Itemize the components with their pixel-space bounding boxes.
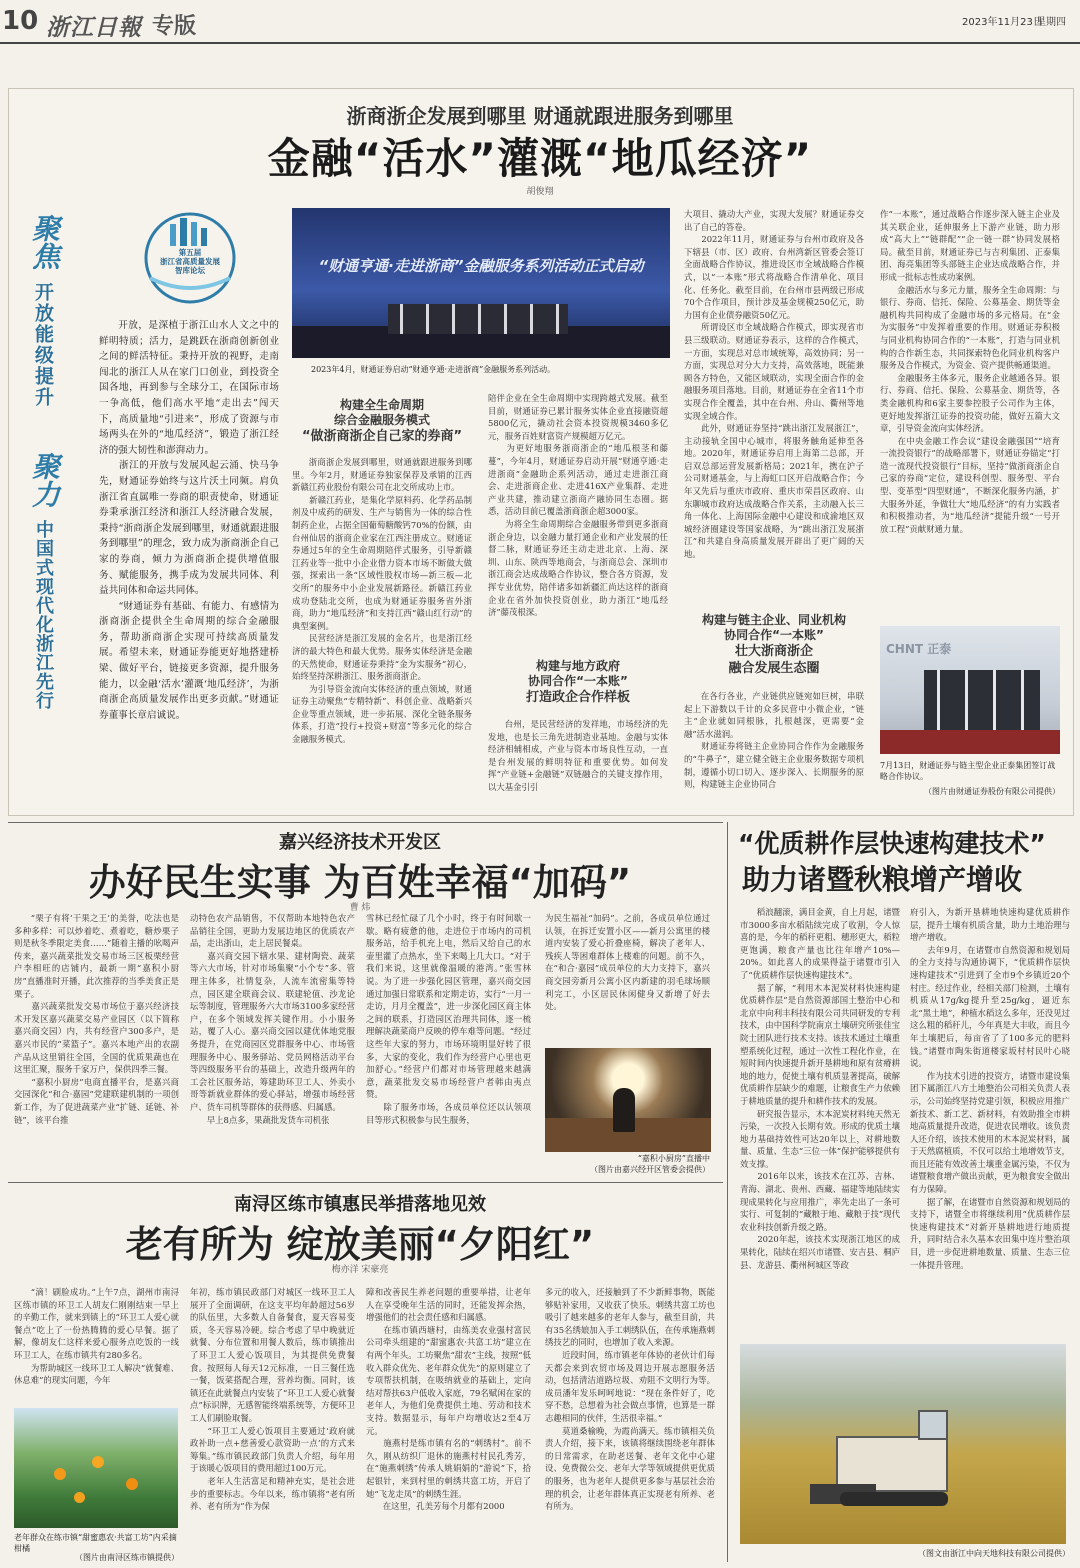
forum-logo-text: 第五届 浙江省高质量发展 智库论坛 <box>160 248 220 275</box>
story1-col2: 浙商浙企发展到哪里，财通就跟进服务到哪里。今年2月，财通证券独家保荐及承销的江西新赣江药业股份有限公司在北交所成功上市。 新赣江药业，是集化学原料药、化学药品制剂及中成药的研发、生产与销售为一体的综合性制药企业，占据全国葡萄糖酸钙70%的份额，由台州仙居的浙商企业家在江西注册成立。财通证券通过5年的全生命周期陪伴式服务，引导新赣江药业等一批中小企业借力资本市场不断做大做强，探索出一条“区域性股权市场—新三板—北交所”的服务中小企业发展新路径。新赣江药业成功登陆北交所，也成为财通证券服务省外浙商，助力“地瓜经济”和支持江西“赣山红行动”的典型案例。 民营经济是浙江发展的金名片，也是浙江经济的最大特色和最大优势。服务实体经济是金融的天然使命，财通证券秉持“金为实服务”初心，始终坚持深耕浙江、服务浙商浙企。 为引导资金流向实体经济的重点领域，财通证券主动聚焦“专精特新”、科创企业、战略新兴企业等重点领域，进一步拓展、深化全链条服务体系，打造“投行+投资+财富”等多元化的综合金融服务模式。 <box>292 457 472 745</box>
story3-photo-credit: （图片由南浔区练市镇提供） <box>75 1553 179 1562</box>
harvester-track <box>840 1492 948 1506</box>
photo2-sign: CHNT 正泰 <box>886 642 952 656</box>
subhead-1-line3: “做浙商浙企自己家的券商” <box>301 429 463 444</box>
story2-byline: 曹 炜 <box>349 903 371 913</box>
story1-subhead-2 <box>488 659 668 706</box>
subhead-3-line1: 构建与链主企业、同业机构 <box>701 613 846 627</box>
story1-lead: 开放，是深植于浙江山水人文之中的鲜明特质；活力，是跳跃在浙商创新创业之间的鲜活特征。秉持开放的视野，走南闯北的浙江人从在家门口创业，到投资全国各地，再到参与全球分工，在国际市场一争高低，他们高水平地“走出去”闯天下，高质量地“引进来”，形成了资源与市场两头在外的“地瓜经济”，锻造了浙江经济的强大韧性和澎湃动力。 浙江的开放与发展风起云涌、快马争先，财通证券始终与这片沃土同频。肩负浙江省直属唯一券商的职责使命，财通证券秉承浙江经济和浙江人经济融合发展，秉持“浙商浙企发展到哪里，财通就跟进服务到哪里”的理念，致力成为浙商浙企自己家的券商，倾力为浙商浙企提供增值服务、赋能服务，携手成为发展共同体、利益共同体和命运共同体。 “财通证券有基础、有能力、有感情为浙商浙企提供全生命周期的综合金融服务，帮助浙商浙企实现可持续高质量发展。希望未来，财通证券能更好地搭建桥梁、做好平台，链接更多资源，提升服务能力，以金融‘活水’灌溉‘地瓜经济’，为浙商浙企高质量发展作出更多贡献。”财通证券董事长章启诚说。 <box>99 320 279 721</box>
story3-photo-caption: 老年群众在练市镇“甜蜜惠农·共富工坊”内采摘柑橘 <box>14 1533 177 1553</box>
subhead-2-line2: 协同合作“一本账” <box>528 674 628 688</box>
story2-col1: “栗子有将‘干果之王’的美誉，吃法也是多种多样：可以炒着吃、煮着吃，糖炒栗子则是秋冬季限定美食……”随着主播的吆喝声传来，嘉兴蔬菜批发交易市场三区板栗经营户李相旺的店铺内，最新一期“嘉积小厨房”直播准时开播，此次推荐的当季美食正是栗子。 嘉兴蔬菜批发交易市场位于嘉兴经济技术开发区嘉兴蔬菜交易产业园区（以下简称嘉兴商交园）内，共有经营户300多户，是嘉兴市民的“菜篮子”。嘉兴本地产出的农副产品从这里销往全国，全国的优质果蔬也在这里汇聚，服务千家万户，保供四季三餐。 “嘉积小厨房”电商直播平台，是嘉兴商交园深化“和合·嘉园”党建联建机制的一项创新工作，为了促进蔬菜产业“扩链、延链、补链”，该平台推 <box>14 913 179 1125</box>
story2-col4: 为民生福祉“加码”。之前，各成员单位通过认领，在拆迁安置小区——新月公寓里的楼道内安装了爱心折叠座椅，解决了老年人、残疾人等困难群体上楼难的问题。前不久，在“和合·嘉园”成员单位的大力支持下，嘉兴商交园旁新月公寓小区内新建的羽毛球场顺利完工，小区居民休闲健身又新增了好去处。 <box>545 913 710 1012</box>
story1-col4b: 在各行各业，产业链供应链宛如巨树，串联起上下游数以千计的众多民营中小微企业，“链主”企业就如同根脉，扎根越深，更需要“金融”活水滋润。 财通证券将链主企业协同合作作为金融服务的“牛鼻子”，建立健全链主企业服务数据专项机制，遵循小切口切入、逐步深入、长期服务的原则，构建链主企业协同合 <box>684 691 864 790</box>
story2-headline: 办好民生实事 为百姓幸福“加码” <box>88 861 632 904</box>
story4-photo-harvester <box>740 1344 1066 1544</box>
paper-name: 浙江日報 <box>46 14 142 41</box>
power-text <box>30 520 56 710</box>
orange-1 <box>54 1468 66 1480</box>
story3-col3: 障和改善民生养老问题的重要举措，让老年人在享受晚年生活的同时，还能发挥余热，增强他们的社会责任感和归属感。 在练市镇西塘村，由练美农业强村富民公司牵头组建的“甜蜜惠农·共富工坊”建立在有两个年头。工坊聚焦“甜农”主线，按照“低收入群众优先、老年群众优先”的原则建立了专项帮扶机制，在吸纳就业的基础上，定向结对帮扶63户低收入家庭，79名赋闲在家的老年人，为他们免费提供土地、劳动和技术支持。数据显示，每年户均增收达2至4万元。 施燕村是练市镇有名的“刺绣村”。前不久，刚从纺织厂退休的施燕村村民孔秀芳，在“施燕刺绣”传承人姚娟娟的“游说”下，拾起银针，来到村里的刺绣共富工坊，开启了她“飞龙走凤”的刺绣生涯。 在这里，孔美芳每个月都有2000 <box>366 1287 531 1512</box>
subhead-3-line2: 协同合作“一本账” <box>724 628 824 642</box>
story2-photo-livestream <box>545 1048 711 1152</box>
story4-col1: 稻浪翻滚，满目金黄，自上月起，诸暨市3000多亩水稻陆续完成了收割，令人惊喜的是，今年的稻秆更粗、穗形更大，稻粒更饱满，粮食产量也比往年增产10%—20%。如此喜人的成果得益于诸暨市引入了“优质耕作层快速构建技术”。 据了解，“利用木本泥炭材料快速构建优质耕作层”是自然资源部国土整治中心和北京中向利丰科技有限公司共同研发的专利技术，由中国科学院南京土壤研究所张佳宝院士团队进行技术支持。该技术通过土壤重塑系统化过程，通过一次性工程化作业，在短时间内快速提升新开垦耕地和原有贫瘠耕地的地力，促使土壤有机质显著提高，破解优质耕作层缺少的难题，让粮食生产力依赖于耕地质量的提升和耕作技术的发展。 研究报告显示，木本泥炭材料纯天然无污染，一次投入长期有效。形成的优质土壤地力基础持效性可达20年以上，对耕地数量、质量、生态“三位一体”保护能够提供有效支撑。 2016年以来，该技术在江苏、吉林、青海、湖北、贵州、西藏、福建等地陆续实现成果转化与应用推广，率先走出了一条可实行、可复制的“藏粮于地、藏粮于技”现代农业科技创新升级之路。 2020年起，该技术实现浙江地区的成果转化，陆续在绍兴市诸暨、安吉县、桐庐县、龙游县、衢州柯城区等政 <box>740 907 900 1270</box>
page-number: 10 <box>2 6 39 36</box>
harvester-cab <box>918 1410 948 1440</box>
photo-person <box>613 1088 635 1132</box>
subhead-2-line3: 打造政企合作样板 <box>525 690 630 705</box>
orange-3 <box>126 1478 138 1490</box>
focus-label <box>24 214 64 270</box>
issue-weekday: 星期四 <box>1036 17 1066 28</box>
subhead-2-line1: 构建与地方政府 <box>535 659 620 673</box>
story1-subhead-3 <box>684 613 864 677</box>
subhead-3-line4: 融合发展生态圈 <box>728 661 820 676</box>
power-text-body: 中国式现代化浙江先行 <box>33 520 54 710</box>
story1-photo2-caption: 7月13日，财通证券与链主型企业正泰集团签订战略合作协议。 <box>880 761 1056 781</box>
issue-date: 2023年11月23日 <box>962 17 1043 28</box>
story1-photo-event <box>292 208 670 358</box>
masthead <box>0 0 1080 44</box>
story4-col2: 府引入，为新开垦耕地快速构建优质耕作层，提升土壤有机质含量，助力土地治理与增产增收。 去年9月，在诸暨市自然资源和规划局的全力支持与沟通协调下，“优质耕作层快速构建技术”引进到了全市9个乡镇近20个村庄。经过作业，经相关部门检测，土壤有机质从17g/kg提升至25g/kg，逼近东北“黑土地”，种植水稻这么多年，还没见过这么粗的稻秆儿，今年真是大丰收，而且今年土壤肥后，每亩省了了100多元的肥料钱。”诸暨市陶朱街道楼家坂村村民叶心晓说。 作为技术引进的投资方，诸暨市建设集团下属浙江八方土地整治公司相关负责人表示，公司始终坚持党建引领，积极应用推广新技术、新工艺、新材料，有效助推全市耕地高质量提升改造，促进农民增收。该负责人还介绍，该技术使用的木本泥炭材料，属于天然腐植质，不仅可以给土地增效节支，而且还能有效改善土壤重金属污染，不仅为诸暨粮食增产做出贡献，更为粮食安全做出有力保障。 据了解，在诸暨市自然资源和规划局的支持下，诸暨全市将继续利用“优质耕作层快速构建技术”对新开垦耕地进行地质提升，同时结合永久基本农田集中连片整治项目，进一步促进耕地数量、质量、生态三位一体提升管理。 <box>910 907 1070 1270</box>
story3-col2: 年初，练市镇民政部门对城区一线环卫工人展开了全面调研，在这支平均年龄超过56岁的队伍里，大多数人自备餐食，夏天容易变质，冬天容易冷硬。综合考虑了早中晚就近就餐、分布位置和用餐人数后，练市镇推出了环卫工人爱心饭项目，为其提供免费餐食。按照每人每天12元标准，一日三餐任选一餐，饭菜搭配合理，营养均衡。同时，该镇还在此就餐点内安装了“环卫工人爱心就餐点”标识牌，无感智能终端系统等，方便环卫工人们刷脸取餐。 “环卫工人爱心饭项目主要通过‘政府就政补助一点+慈善爱心款资助一点’的方式来筹集。”练市镇民政部门负责人介绍，每年用于该暖心饭项目的费用超过100万元。 老年人生活富足和精神充实，是社会进步的重要标志。今年以来，练市镇将“老有所养、老有所为”作为保 <box>190 1287 355 1512</box>
story3-photo-orchard <box>14 1408 178 1528</box>
story1-photo1-caption: 2023年4月，财通证券启动“财通亨通·走进浙商”金融服务系列活动。 <box>311 365 556 374</box>
story3-col4: 多元的收入，还接触到了不少新鲜事物，既能够贴补家用，又收获了快乐。刺绣共富工坊也吸引了越来越多的老年人参与，截至目前，共有35名绣娘加入手工刺绣队伍，在传承施燕刺绣技艺的同时，也增加了收入来源。 近段时间，练市镇老年体协的老伙计们每天都会来到农贸市场及周边开展志愿服务活动，包括清洁道路垃圾、劝阻不文明行为等。成员潘年发乐呵呵地说：“现在条件好了，吃穿不愁，总想着为社会做点事情，也算是一群志趣相同的伙伴，生活很幸福。” 莫道桑榆晚，为霞尚满天。练市镇相关负责人介绍，接下来，该镇将继续围绕老年群体的日常需求，在助老送餐、老年文化中心建设、免费微公交、老年大学等领域提供更优质的服务，也为老年人提供更多参与基层社会治理的机会，让老年群体真正实现老有所养、老有所为。 <box>545 1287 715 1512</box>
subhead-1-line1: 构建全生命周期 <box>339 398 424 412</box>
story2-photo-caption: “嘉积小厨房”直播中 <box>637 1154 710 1163</box>
divider-story3 <box>8 1182 723 1183</box>
story1-col5: 作“一本账”，通过战略合作逐步深入链主企业及其关联企业，延伸服务上下游产业链，助力形成“高大上”“链群配”“企一链一群”协同发展格局。截至目前，财通证券已与吉利集团、正泰集团、海亮集团等头部链主企业达成战略合作，并形成一批标志性成功案例。 金融活水与多元力量，服务全生命周期：与银行、券商、信托、保险、公募基金、期货等金融机构共同构成了金融市场的多元格局。在“金为实服务”中发挥着重要的作用。财通证券积极与同业机构协同合作的“一本账”，打造与同业机构的合作新生态，共同探索特色化同业机构客户服务及合作模式，为资金、资产提供畅通渠道。 金融服务主体多元，服务企业越通各异。银行、券商、信托、保险、公募基金、期货等，各类金融机构和6家主要参控股子公司作为主体，更好地发挥浙江证券的投资功能，做好五篇大文章，引导资金流向实体经济。 在中央金融工作会议“建设金融强国”“培育一流投资银行”的战略部署下，财通证券锚定“打造一流现代投资银行”目标，坚持“做浙商浙企自己家的券商”定位，建设科创型、服务型、平台型、变革型“四型财通”，不断深化服务内涵，扩大服务外延，争做壮大“地瓜经济”的有力实践者和积极推动者，为“地瓜经济”提能升级“一号开放工程”贡献财通力量。 <box>880 209 1060 534</box>
divider-story2 <box>8 822 723 823</box>
story2-photo-credit: （图片由嘉兴经开区管委会提供） <box>590 1165 710 1174</box>
orange-4 <box>74 1492 85 1503</box>
section-label: 专版 <box>152 14 197 39</box>
story4-photo-credit: （图文由浙江中向天地科技有限公司提供） <box>918 1549 1070 1558</box>
story1-col3: 陪伴企业在全生命周期中实现跨越式发展。截至目前，财通证券已累计服务实体企业直接融资超5800亿元，撬动社会资本投资规模3460多亿元，服务百姓财富资产规模超万亿元。 为更好地服务浙商浙企的“地瓜根茎和藤蔓”，今年4月，财通证券启动开展“财通亨通·走进浙商”金融助企系列活动，通过走进浙江商会、走进浙商企业、走进416X产业集群、走进产业共建，推动建立浙商产融协同生态圈。据悉，活动目前已覆盖浙商浙企超3000家。 为将全生命周期综合金融服务带到更多浙商浙企身边，以金融力量打通企业和产业发展的任督二脉，财通证券还主动走进北京、上海、深圳、山东、陕西等地商会，与浙商总会、深圳市浙江商会达成战略合作协议，整合各方资源，发挥专业优势，陪伴诸多如新疆汇尚达这样的浙商企业在省外加快投资创业，助力浙江“地瓜经济”藤茂根深。 <box>488 393 668 618</box>
story3-kicker: 南浔区练市镇惠民举措落地见效 <box>234 1194 486 1215</box>
story4-headline-1: “优质耕作层快速构建技术” <box>738 829 1046 858</box>
focus-label-text: 聚焦 <box>28 214 61 270</box>
story1-col4: 大项目、撬动大产业，实现大发展？财通证券交出了自己的答卷。 2022年11月，财通证券与台州市政府及各下辖县（市、区）政府、台州湾新区管委会签订全面战略合作协议，推进设区市全域战略合作模式，以“一本账”形式将战略合作清单化、项目化、任务化。截至目前，在台州市县两级已形成70个合作项目，预计涉及基金规模250亿元，助力国有企业债券融资50亿元。 所谓设区市全域战略合作模式，即实现省市县三级联动。财通证券表示，这样的合作模式，一方面，实现总对总市域统筹，高效协同；另一方面，实现总对分大力支持，高效落地，既能兼顾各方特色，又能区域联动，实现全面合作的金融服务项目落地。目前，财通证券在全省11个市实现合作全覆盖，其中在台州、舟山、衢州等地实现全域合作。 此外，财通证券坚持“跳出浙江发展浙江”，主动接轨全国中心城市，将服务触角延伸至各地。2020年，财通证券启用上海第二总部，开启双总部运营发展新格局；2021年，携在沪子公司财通基金，与上海虹口区开启战略合作；今年又先后与重庆市政府、重庆市荣昌区政府、山东聊城市政府达成战略合作关系，主动融入长三角一体化、上海国际金融中心建设和成渝地区双城经济圈建设等国家战略，为“跳出浙江发展浙江”和共建自身高质量发展开辟出了更广阔的天地。 <box>684 209 864 560</box>
subhead-1-line2: 综合金融服务模式 <box>333 413 430 427</box>
story1-subhead-1 <box>292 398 472 445</box>
divider-column-right <box>727 822 728 1562</box>
focus-text <box>30 282 57 408</box>
power-label <box>24 452 64 508</box>
photo2-table <box>880 730 1060 754</box>
story1-byline: 胡俊翔 <box>526 187 554 197</box>
story1-headline: 金融“活水”灌溉“地瓜经济” <box>267 134 813 183</box>
photo1-banner: “财通亨通·走进浙商”金融服务系列活动正式启动 <box>318 257 644 275</box>
story1-photo2-credit: （图片由财通证券股份有限公司提供） <box>924 787 1060 796</box>
story3-headline: 老有所为 绽放美丽“夕阳红” <box>125 1223 595 1266</box>
orange-2 <box>92 1456 104 1468</box>
story1-col3b: 台州，是民营经济的发祥地，市场经济的先发地，也是长三角先进制造业基地。金融与实体经济相辅相成，产业与资本市场良性互动，一直是台州发展的鲜明特征和重要优势。如何发挥“产业链+金融链”双链融合的关键支撑作用，以大基金引引 <box>488 719 668 792</box>
story4-headline-2: 助力诸暨秋粮增产增收 <box>742 863 1023 896</box>
story2-kicker: 嘉兴经济技术开发区 <box>279 832 441 853</box>
story2-col2: 动特色农产品销售，不仅帮助本地特色农产品销往全国，更助力发展边地区的优质农产品，走出浙山，走上居民餐桌。 嘉兴商交园下辖水果、建材陶瓷、蔬菜等六大市场，针对市场集聚“小个专”多、管理主体多，社情复杂，人流车流密集等特点，园区建全联商会议、联建轮值、沙龙论坛等制度，管理服务六大市场3100多家经营户，在多个领域发挥关键作用。小小服务站，覆了人心。嘉兴商交园以建优体地党服务提升，在党商园区党群服务中心、市场管理服务中心、服务驿站、党员网格活动平台等四级服务平台的基础上，改造升级两年的工会社区服务站，筹建助环卫工人、外卖小哥等新就业群体的爱心驿站，增强市场经营户、货车司机等群体的获得感、归属感。 早上8点多，果蔬批发货车司机张 <box>190 913 355 1125</box>
forum-logo <box>140 208 240 304</box>
story3-byline: 梅亦洋 宋豪亮 <box>331 1265 389 1275</box>
focus-text-body: 开放能级提升 <box>32 282 54 408</box>
subhead-3-line3: 壮大浙商浙企 <box>734 644 813 659</box>
story1-photo-signing <box>880 626 1060 754</box>
story1-kicker: 浙商浙企发展到哪里 财通就跟进服务到哪里 <box>346 104 734 128</box>
story3-col1: “滴！刷脸成功。”上午7点，湖州市南浔区练市镇的环卫工人胡友仁刚刚结束一早上的辛勤工作，就来到镇上的“环卫工人爱心就餐点”吃上了一份热腾腾的爱心早餐。据了解，像胡友仁这样来爱心服务点吃饭的一线环卫工人，在练市镇共有280多名。 为帮助城区一线环卫工人解决“就餐难、休息难”的现实问题，今年 <box>14 1287 179 1386</box>
photo1-people <box>388 304 568 334</box>
story2-col3: 雪林已经忙碌了几个小时，终于有时间歇一歇。略有疲惫的他，走进位于市场内的司机服务站，给手机充上电，然后又给自己的水壶里灌了点热水，坐下来喝上几大口。“对于我们来说，这里就像温暖的港湾。”张雪林说。为了进一步强化园区管理，嘉兴商交园通过加强日常联系和定期走访，实行“一月一走访，月月全覆盖”，进一步深化园区商主体之间的联系，打造园区治理共同体，逐一梳理解决蔬菜商户反映的停车难等问题。“经过这些年大家的努力，市场环境明显好转了很多，大家的变化，我们作为经营户心里也更加舒心。”经营户们都对市场管理越来越满意，蔬菜批发交易市场经营户者韩由夷点赞。 除了服务市场，各成员单位还以认领项目等形式积极参与民生服务， <box>366 913 531 1125</box>
power-label-text: 聚力 <box>28 452 61 508</box>
